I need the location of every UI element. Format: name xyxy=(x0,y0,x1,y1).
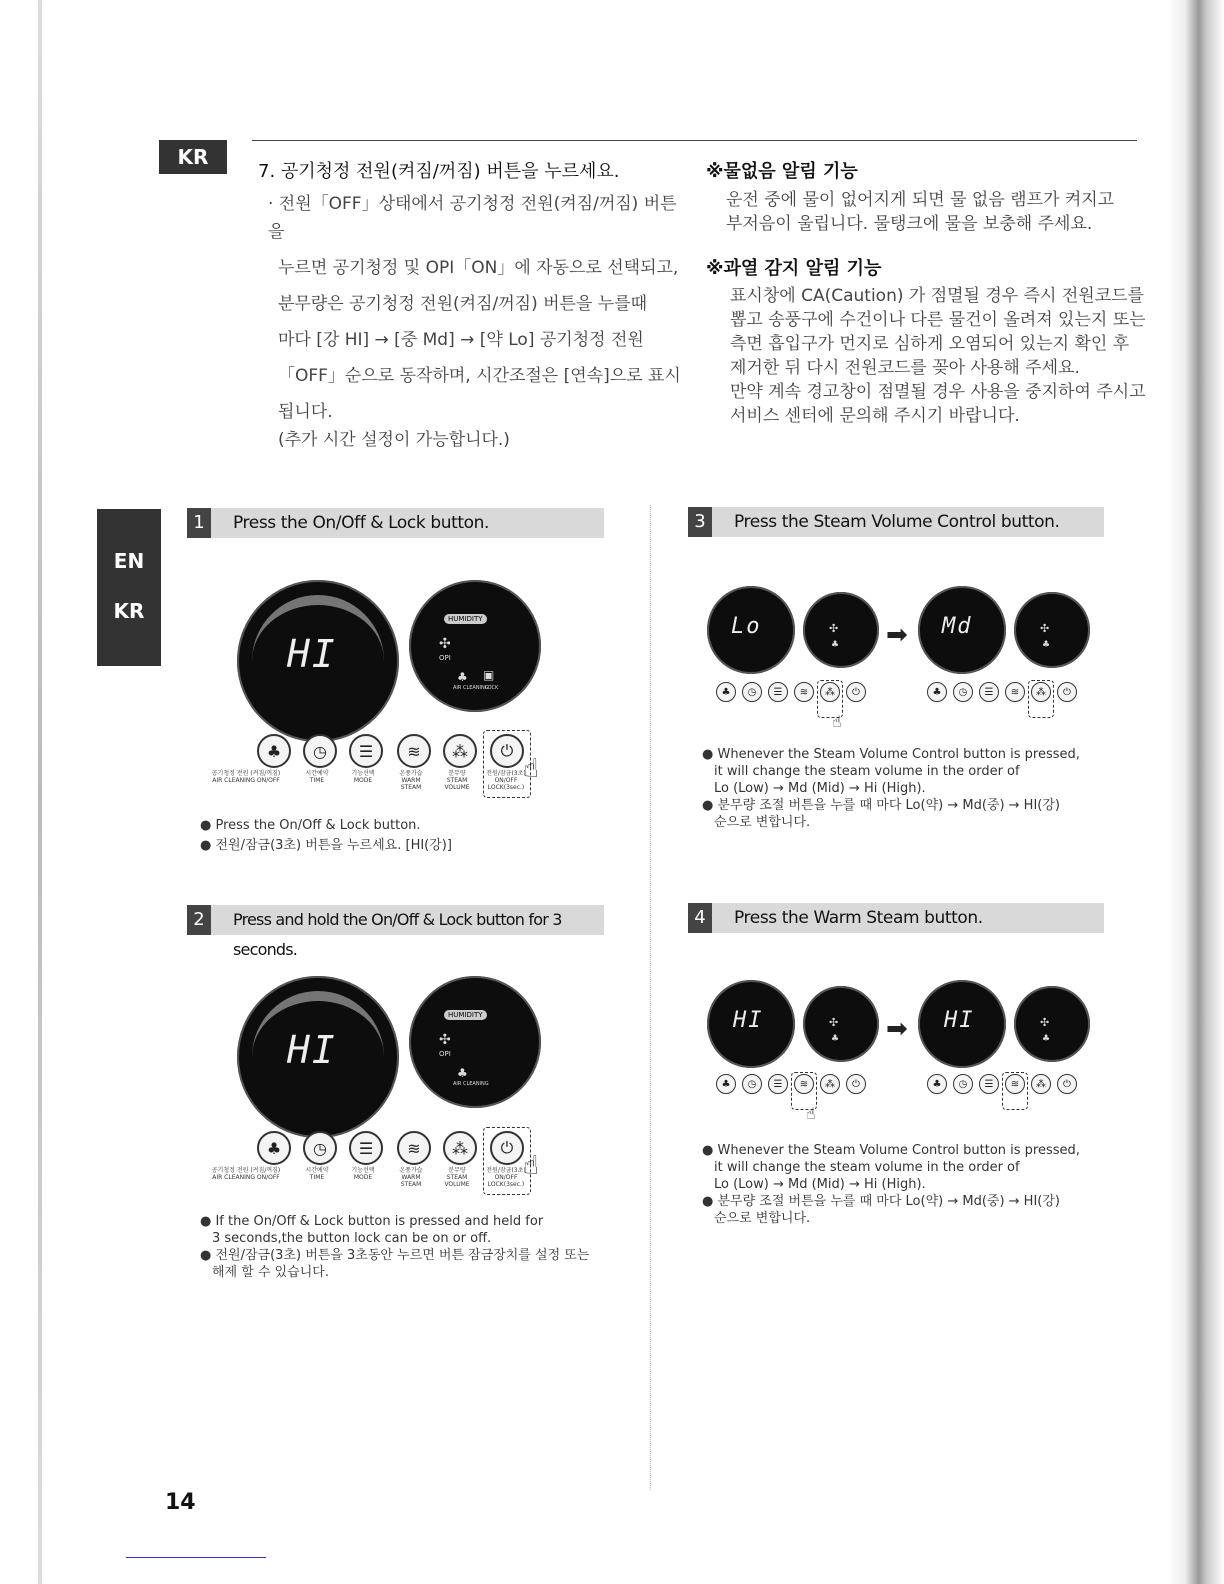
steam-volume-button[interactable] xyxy=(443,1131,477,1165)
overheat-line: 표시창에 CA(Caution) 가 점멸될 경우 즉시 전원코드를 xyxy=(730,286,1144,306)
button-caption: 기능선택 MODE xyxy=(351,1167,375,1181)
mode-button[interactable] xyxy=(768,682,788,702)
display-readout: HI xyxy=(944,1008,975,1033)
step-2-header xyxy=(187,905,604,959)
step-title: Press the Warm Steam button. xyxy=(734,908,983,928)
menu-icon: ☰ xyxy=(984,1078,994,1090)
step-1-header xyxy=(187,508,604,538)
clock-icon: ◷ xyxy=(747,1078,757,1090)
power-lock-button[interactable] xyxy=(1057,682,1077,702)
overheat-title: ※과열 감지 알림 기능 xyxy=(706,258,882,279)
item7-line: 마다 [강 HI] → [중 Md] → [약 Lo] 공기청정 전원 xyxy=(278,330,644,350)
tree-icon: ♣ xyxy=(932,1078,942,1090)
display-readout: HI xyxy=(287,1028,337,1072)
step-number: 2 xyxy=(187,905,211,935)
item7-line: (추가 시간 설정이 가능합니다.) xyxy=(278,430,510,450)
steam-volume-button[interactable] xyxy=(1031,1074,1051,1094)
warm-steam-icon: ≋ xyxy=(1010,1078,1020,1090)
tree-icon: ♣ xyxy=(457,1066,468,1080)
bullet: ● Whenever the Steam Volume Control button is pressed, xyxy=(702,747,1080,762)
warm-steam-icon: ≋ xyxy=(799,1078,809,1090)
lang-side-tag xyxy=(97,509,161,666)
opi-label: OPI xyxy=(439,654,451,662)
overheat-line: 뽑고 송풍구에 수건이나 다른 물건이 올려져 있는지 또는 xyxy=(730,310,1146,330)
power-icon: ⏻ xyxy=(500,741,514,760)
bullet: ● If the On/Off & Lock button is pressed and held for xyxy=(200,1214,544,1229)
display-readout: Lo xyxy=(731,614,762,639)
bullet: 해제 할 수 있습니다. xyxy=(212,1265,329,1280)
fan-icon: ✣ xyxy=(829,622,839,635)
mode-button[interactable] xyxy=(349,1131,383,1165)
hand-pointer-icon: ☝ xyxy=(806,1104,816,1123)
bullet: 순으로 변합니다. xyxy=(714,815,811,830)
button-caption: 전원/잠금(3초) ON/OFF LOCK(3sec.) xyxy=(486,1167,526,1188)
no-water-title: ※물없음 알림 기능 xyxy=(706,161,858,182)
power-lock-button[interactable] xyxy=(490,734,524,768)
step-1-bullets xyxy=(200,816,452,856)
page-right-shadow xyxy=(1168,0,1224,1584)
menu-icon: ☰ xyxy=(984,686,994,698)
fan-icon: ✣ xyxy=(439,636,451,652)
tree-icon: ♣ xyxy=(1042,640,1051,650)
arrow-right-icon: ➡ xyxy=(886,620,908,650)
item7-line: 됩니다. xyxy=(278,402,333,422)
warm-steam-icon: ≋ xyxy=(407,741,421,761)
item7-body xyxy=(268,190,688,454)
step-number: 1 xyxy=(187,508,211,538)
button-caption: 분무량 STEAM VOLUME xyxy=(444,1167,470,1188)
mode-button[interactable] xyxy=(979,1074,999,1094)
air-cleaning-button[interactable] xyxy=(716,682,736,702)
main-display-dial-before xyxy=(707,980,795,1068)
air-cleaning-label: AIR CLEANING xyxy=(453,1081,489,1087)
display-readout: Md xyxy=(942,614,973,639)
warm-steam-button[interactable] xyxy=(794,682,814,702)
bullet: 3 seconds,the button lock can be on or off. xyxy=(212,1231,492,1246)
clock-icon: ◷ xyxy=(313,1138,327,1158)
mode-button[interactable] xyxy=(768,1074,788,1094)
mode-button[interactable] xyxy=(349,734,383,768)
step-title: Press the Steam Volume Control button. xyxy=(734,512,1060,532)
button-caption: 공기청정 전원 (켜짐/꺼짐) AIR CLEANING ON/OFF xyxy=(211,770,281,784)
air-cleaning-label: AIR CLEANING xyxy=(453,685,489,691)
warm-steam-button[interactable] xyxy=(794,1074,814,1094)
air-cleaning-button[interactable] xyxy=(257,1131,291,1165)
step-4-bullets xyxy=(702,1142,1080,1227)
button-caption: 기능선택 MODE xyxy=(351,770,375,784)
mode-button[interactable] xyxy=(979,682,999,702)
lock-label: LOCK xyxy=(485,685,499,691)
display-readout: HI xyxy=(733,1008,764,1033)
opi-label: OPI xyxy=(439,1050,451,1058)
steam-volume-button[interactable] xyxy=(1031,682,1051,702)
column-divider xyxy=(650,505,651,1490)
menu-icon: ☰ xyxy=(358,1138,374,1158)
bullet: ● 분무량 조절 버튼을 누를 때 마다 Lo(약) → Md(중) → HI(강) xyxy=(702,1194,1060,1209)
en-label: EN xyxy=(113,549,145,573)
no-water-line: 운전 중에 물이 없어지게 되면 물 없음 램프가 켜지고 xyxy=(726,190,1115,210)
control-dial xyxy=(1014,986,1090,1062)
warm-steam-button[interactable] xyxy=(1005,1074,1025,1094)
bullet: 순으로 변합니다. xyxy=(714,1211,811,1226)
footer-rule xyxy=(126,1557,266,1558)
steam-volume-icon: ⁂ xyxy=(452,741,468,761)
button-caption: 공기청정 전원 (켜짐/꺼짐) AIR CLEANING ON/OFF xyxy=(211,1167,281,1181)
control-dial xyxy=(803,592,879,668)
main-display-dial-after xyxy=(918,586,1006,674)
tree-icon: ♣ xyxy=(266,1138,282,1158)
menu-icon: ☰ xyxy=(358,741,374,761)
step-number: 3 xyxy=(688,507,712,537)
page-left-edge xyxy=(38,0,42,1584)
step-title: Press the On/Off & Lock button. xyxy=(233,513,489,533)
control-dial xyxy=(803,986,879,1062)
warm-steam-button[interactable] xyxy=(1005,682,1025,702)
step-number: 4 xyxy=(688,903,712,933)
tree-icon: ♣ xyxy=(266,741,282,761)
hand-pointer-icon: ☝ xyxy=(832,712,842,731)
kr-tag: KR xyxy=(159,140,227,174)
air-cleaning-button[interactable] xyxy=(257,734,291,768)
humidity-indicator: HUMIDITY xyxy=(444,614,487,624)
steam-volume-button[interactable] xyxy=(820,1074,840,1094)
steam-volume-icon: ⁂ xyxy=(825,686,835,698)
lock-icon: ▣ xyxy=(483,668,495,682)
item7-title: 7. 공기청정 전원(켜짐/꺼짐) 버튼을 누르세요. xyxy=(258,161,620,182)
steam-volume-icon: ⁂ xyxy=(825,1078,835,1090)
overheat-line: 제거한 뒤 다시 전원코드를 꽂아 사용해 주세요. xyxy=(730,358,1080,378)
no-water-line: 부저음이 울립니다. 물탱크에 물을 보충해 주세요. xyxy=(726,214,1093,234)
steam-volume-icon: ⁂ xyxy=(1036,686,1046,698)
warm-steam-icon: ≋ xyxy=(407,1138,421,1158)
step-3-bullets xyxy=(702,746,1080,831)
fan-icon: ✣ xyxy=(829,1016,839,1029)
item7-line: 누르면 공기청정 및 OPI「ON」에 자동으로 선택되고, xyxy=(278,258,679,278)
main-display-dial xyxy=(237,976,399,1138)
bullet: ● 전원/잠금(3초) 버튼을 3초동안 누르면 버튼 잠금장치를 설정 또는 xyxy=(200,1248,590,1263)
time-button[interactable] xyxy=(953,1074,973,1094)
item7-line: 분무량은 공기청정 전원(켜짐/꺼짐) 버튼을 누를때 xyxy=(278,294,648,314)
power-icon: ⏻ xyxy=(852,1078,860,1090)
warm-steam-button[interactable] xyxy=(397,1131,431,1165)
tree-icon: ♣ xyxy=(932,686,942,698)
step-3-header xyxy=(688,507,1104,537)
no-water-body xyxy=(726,188,1114,236)
bullet: ● Press the On/Off & Lock button. xyxy=(200,818,421,833)
overheat-line: 서비스 센터에 문의해 주시기 바랍니다. xyxy=(730,406,1020,426)
page-number: 14 xyxy=(165,1490,196,1515)
clock-icon: ◷ xyxy=(958,686,968,698)
warm-steam-icon: ≋ xyxy=(799,686,809,698)
bullet: Lo (Low) → Md (Mid) → Hi (High). xyxy=(714,781,926,796)
warm-steam-icon: ≋ xyxy=(1010,686,1020,698)
tree-icon: ♣ xyxy=(457,670,468,684)
power-icon: ⏻ xyxy=(1063,686,1071,698)
bullet: ● Whenever the Steam Volume Control button is pressed, xyxy=(702,1143,1080,1158)
button-caption: 분무량 STEAM VOLUME xyxy=(444,770,470,791)
bullet: ● 전원/잠금(3초) 버튼을 누르세요. [HI(강)] xyxy=(200,838,452,853)
item7-line: · 전원「OFF」상태에서 공기청정 전원(켜짐/꺼짐) 버튼을 xyxy=(268,194,677,242)
control-dial xyxy=(409,976,541,1108)
main-display-dial-before xyxy=(707,586,795,674)
top-rule xyxy=(252,140,1137,141)
control-dial xyxy=(1014,592,1090,668)
item7-line: 「OFF」순으로 동작하며, 시간조절은 [연속]으로 표시 xyxy=(278,366,681,386)
fan-icon: ✣ xyxy=(439,1032,451,1048)
humidity-indicator: HUMIDITY xyxy=(444,1010,487,1020)
bullet: it will change the steam volume in the order of xyxy=(714,1160,1020,1175)
air-cleaning-button[interactable] xyxy=(927,682,947,702)
steam-volume-icon: ⁂ xyxy=(452,1138,468,1158)
power-icon: ⏻ xyxy=(500,1138,514,1157)
bullet: ● 분무량 조절 버튼을 누를 때 마다 Lo(약) → Md(중) → HI(강) xyxy=(702,798,1060,813)
fan-icon: ✣ xyxy=(1040,622,1050,635)
power-lock-button[interactable] xyxy=(490,1131,524,1165)
power-lock-button[interactable] xyxy=(846,682,866,702)
menu-icon: ☰ xyxy=(773,686,783,698)
steam-volume-icon: ⁂ xyxy=(1036,1078,1046,1090)
overheat-line: 만약 계속 경고창이 점멸될 경우 사용을 중지하여 주시고 xyxy=(730,382,1146,402)
button-caption: 온풍가습 WARM STEAM xyxy=(399,770,423,791)
overheat-line: 측면 흡입구가 먼지로 심하게 오염되어 있는지 확인 후 xyxy=(730,334,1130,354)
air-cleaning-button[interactable] xyxy=(716,1074,736,1094)
hand-pointer-icon: ☝ xyxy=(523,1151,539,1181)
main-display-dial xyxy=(237,580,399,742)
step-title: Press and hold the On/Off & Lock button for 3 seconds. xyxy=(233,910,562,959)
step-2-bullets xyxy=(200,1213,589,1281)
tree-icon: ♣ xyxy=(831,1034,840,1044)
time-button[interactable] xyxy=(303,734,337,768)
bullet: Lo (Low) → Md (Mid) → Hi (High). xyxy=(714,1177,926,1192)
tree-icon: ♣ xyxy=(1042,1034,1051,1044)
steam-volume-button[interactable] xyxy=(820,682,840,702)
menu-icon: ☰ xyxy=(773,1078,783,1090)
button-caption: 시간예약 TIME xyxy=(305,1167,329,1181)
power-lock-button[interactable] xyxy=(846,1074,866,1094)
overheat-body xyxy=(730,284,1146,428)
clock-icon: ◷ xyxy=(313,741,327,761)
button-caption: 시간예약 TIME xyxy=(305,770,329,784)
power-icon: ⏻ xyxy=(1063,1078,1071,1090)
tree-icon: ♣ xyxy=(721,1078,731,1090)
kr-label: KR xyxy=(113,599,145,623)
step-4-header xyxy=(688,903,1104,933)
time-button[interactable] xyxy=(742,1074,762,1094)
air-cleaning-button[interactable] xyxy=(927,1074,947,1094)
button-caption: 전원/잠금(3초) ON/OFF LOCK(3sec.) xyxy=(486,770,526,791)
main-display-dial-after xyxy=(918,980,1006,1068)
arrow-right-icon: ➡ xyxy=(886,1014,908,1044)
control-dial xyxy=(409,580,541,712)
tree-icon: ♣ xyxy=(831,640,840,650)
time-button[interactable] xyxy=(303,1131,337,1165)
time-button[interactable] xyxy=(953,682,973,702)
clock-icon: ◷ xyxy=(958,1078,968,1090)
warm-steam-button[interactable] xyxy=(397,734,431,768)
button-caption: 온풍가습 WARM STEAM xyxy=(399,1167,423,1188)
power-icon: ⏻ xyxy=(852,686,860,698)
hand-pointer-icon: ☝ xyxy=(523,754,539,784)
bullet: it will change the steam volume in the order of xyxy=(714,764,1020,779)
fan-icon: ✣ xyxy=(1040,1016,1050,1029)
steam-volume-button[interactable] xyxy=(443,734,477,768)
display-readout: HI xyxy=(287,632,337,676)
power-lock-button[interactable] xyxy=(1057,1074,1077,1094)
tree-icon: ♣ xyxy=(721,686,731,698)
clock-icon: ◷ xyxy=(747,686,757,698)
time-button[interactable] xyxy=(742,682,762,702)
